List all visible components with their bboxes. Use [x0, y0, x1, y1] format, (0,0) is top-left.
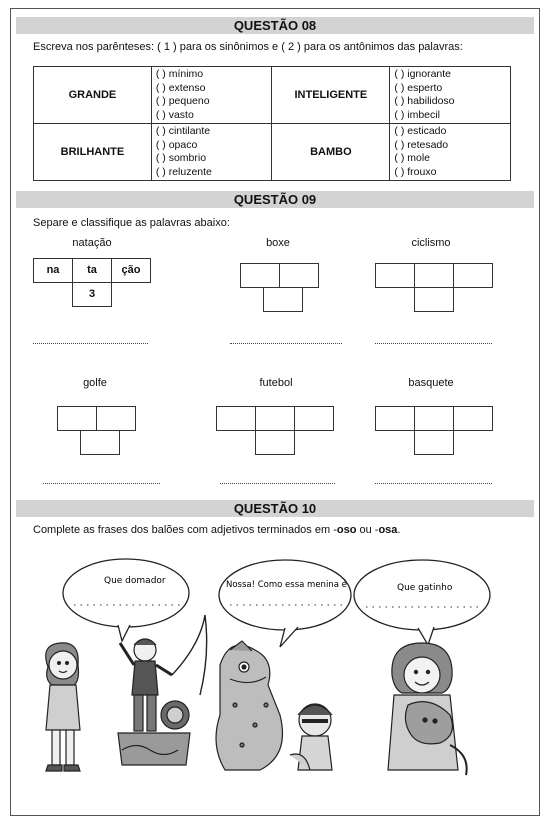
syllable-box[interactable] [216, 406, 256, 431]
syllable-box[interactable] [453, 406, 493, 431]
option-item[interactable]: ( ) vasto [155, 108, 194, 121]
syllable-box[interactable] [96, 406, 136, 431]
answer-dotted-line[interactable] [375, 343, 492, 344]
word-label-natacao: natação [72, 237, 112, 249]
syllable-box[interactable]: na [33, 258, 73, 283]
word-label-golfe: golfe [83, 377, 107, 389]
girl-with-cat-figure [388, 643, 467, 775]
girl-figure [46, 643, 80, 771]
speech-bubble-3 [354, 560, 490, 645]
question-08-header: QUESTÃO 08 [16, 17, 534, 34]
option-item[interactable]: ( ) extenso [155, 81, 206, 94]
suffix-osa: osa [378, 524, 398, 536]
syllable-count-box[interactable]: 3 [72, 282, 112, 307]
option-item[interactable]: ( ) retesado [394, 138, 449, 151]
option-item[interactable]: ( ) frouxo [394, 165, 437, 178]
option-item[interactable]: ( ) imbecil [394, 108, 440, 121]
word-cell: BRILHANTE [34, 124, 152, 181]
speech-bubble-1 [63, 559, 189, 641]
cartoon-illustration [30, 555, 520, 800]
bubble-2-text: Nossa! Como essa menina é [226, 580, 347, 590]
options-cell [151, 124, 271, 181]
option-item[interactable]: ( ) mole [394, 152, 430, 164]
syllable-count-box[interactable] [80, 430, 120, 455]
word-cell: GRANDE [34, 67, 152, 124]
option-item[interactable]: ( ) sombrio [155, 152, 207, 164]
syllable-box[interactable] [453, 263, 493, 288]
tamer-figure [118, 615, 207, 765]
option-item[interactable]: ( ) pequeno [155, 95, 210, 107]
answer-dotted-line[interactable] [220, 483, 335, 484]
speech-bubble-2 [219, 560, 351, 647]
suffix-oso: oso [336, 524, 357, 536]
syllable-box[interactable] [414, 263, 454, 288]
syllable-count-box[interactable] [414, 287, 454, 312]
question-10-instruction: Complete as frases dos balões com adjetivos terminados em -oso ou -osa. [33, 524, 401, 536]
option-item[interactable]: ( ) habilidoso [394, 95, 455, 107]
answer-dotted-line[interactable] [43, 483, 160, 484]
bubble-1-text: Que domador [104, 576, 166, 586]
syllable-box[interactable]: ção [111, 258, 151, 283]
answer-dotted-line[interactable] [33, 343, 148, 344]
option-item[interactable]: ( ) mínimo [155, 68, 204, 80]
syllable-box[interactable] [375, 406, 415, 431]
options-cell [390, 124, 511, 181]
word-label-futebol: futebol [259, 377, 293, 389]
scared-girl-figure [290, 704, 332, 770]
option-item[interactable]: ( ) cintilante [155, 125, 211, 137]
question-09-instruction: Separe e classifique as palavras abaixo: [33, 217, 230, 229]
crocodile-figure [216, 641, 283, 770]
option-item[interactable]: ( ) esticado [394, 125, 447, 137]
syllable-box[interactable] [279, 263, 319, 288]
word-label-ciclismo: ciclismo [411, 237, 451, 249]
answer-dotted-line[interactable] [375, 483, 492, 484]
question-09-header: QUESTÃO 09 [16, 191, 534, 208]
options-cell [151, 67, 271, 124]
syllable-box[interactable] [255, 406, 295, 431]
word-label-basquete: basquete [408, 377, 454, 389]
synonym-antonym-table [33, 66, 511, 181]
word-cell: INTELIGENTE [272, 67, 390, 124]
syllable-count-box[interactable] [263, 287, 303, 312]
option-item[interactable]: ( ) esperto [394, 81, 443, 94]
options-cell [390, 67, 511, 124]
syllable-box[interactable] [240, 263, 280, 288]
bubble-3-text: Que gatinho [397, 583, 453, 593]
syllable-box[interactable] [375, 263, 415, 288]
syllable-box[interactable] [414, 406, 454, 431]
syllable-count-box[interactable] [414, 430, 454, 455]
option-item[interactable]: ( ) ignorante [394, 68, 452, 80]
option-item[interactable]: ( ) opaco [155, 138, 198, 151]
syllable-box[interactable] [57, 406, 97, 431]
table-row [34, 124, 511, 181]
question-10-header: QUESTÃO 10 [16, 500, 534, 517]
table-row [34, 67, 511, 124]
answer-dotted-line[interactable] [230, 343, 342, 344]
syllable-box[interactable]: ta [72, 258, 112, 283]
word-cell: BAMBO [272, 124, 390, 181]
word-label-boxe: boxe [266, 237, 290, 249]
option-item[interactable]: ( ) reluzente [155, 165, 212, 178]
syllable-count-box[interactable] [255, 430, 295, 455]
question-08-instruction: Escreva nos parênteses: ( 1 ) para os sinônimos e ( 2 ) para os antônimos das palavras: [33, 41, 463, 53]
syllable-box[interactable] [294, 406, 334, 431]
